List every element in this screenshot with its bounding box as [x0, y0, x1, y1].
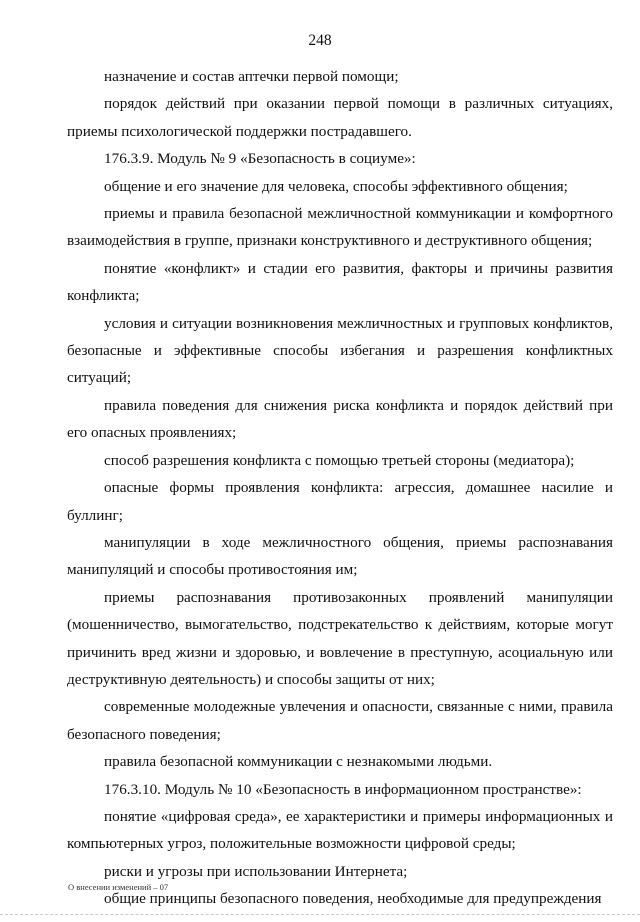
- paragraph: манипуляции в ходе межличностного общения, приемы распознавания манипуляций и способы противостояния им;: [67, 533, 613, 579]
- paragraph: современные молодежные увлечения и опасности, связанные с ними, правила безопасного поведения;: [67, 698, 613, 743]
- paragraph: общение и его значение для человека, способы эффективного общения;: [104, 177, 568, 195]
- scan-edge-divider: [0, 914, 640, 915]
- paragraph: правила безопасной коммуникации с незнакомыми людьми.: [104, 753, 493, 771]
- section-heading: 176.3.10. Модуль № 10 «Безопасность в информационном пространстве»:: [104, 780, 582, 798]
- paragraph: понятие «цифровая среда», ее характеристики и примеры информационных и компьютерных угроз, положительные возможности цифровой среды;: [67, 807, 613, 853]
- document-body: [67, 63, 613, 913]
- paragraph: порядок действий при оказании первой помощи в различных ситуациях, приемы психологической поддержки пострадавшего.: [67, 95, 613, 140]
- paragraph: условия и ситуации возникновения межличностных и групповых конфликтов, безопасные и эффективные способы избегания и разрешения конфликтных ситуаций;: [67, 314, 613, 387]
- paragraph: понятие «конфликт» и стадии его развития, факторы и причины развития конфликта;: [67, 259, 613, 305]
- paragraph: риски и угрозы при использовании Интернета;: [104, 862, 408, 880]
- paragraph: приемы распознавания противозаконных проявлений манипуляции (мошенничество, вымогательство, подстрекательство к действиям, которые могут причинить вред жизни и здоровью, и вовлечение в преступную, асоциальную или деструктивную деятельность) и способы защиты от них;: [67, 588, 613, 688]
- footer-note: О внесении изменений – 07: [68, 882, 169, 892]
- paragraph: правила поведения для снижения риска конфликта и порядок действий при его опасных проявлениях;: [67, 396, 613, 442]
- paragraph: опасные формы проявления конфликта: агрессия, домашнее насилие и буллинг;: [67, 479, 613, 524]
- paragraph: способ разрешения конфликта с помощью третьей стороны (медиатора);: [104, 451, 575, 469]
- section-heading: 176.3.9. Модуль № 9 «Безопасность в социуме»:: [104, 150, 416, 168]
- paragraph: общие принципы безопасного поведения, необходимые для предупреждения: [104, 890, 602, 908]
- paragraph: назначение и состав аптечки первой помощи;: [104, 68, 399, 85]
- page-number: 248: [308, 32, 332, 49]
- paragraph: приемы и правила безопасной межличностной коммуникации и комфортного взаимодействия в группе, признаки конструктивного и деструктивного общения;: [67, 205, 613, 250]
